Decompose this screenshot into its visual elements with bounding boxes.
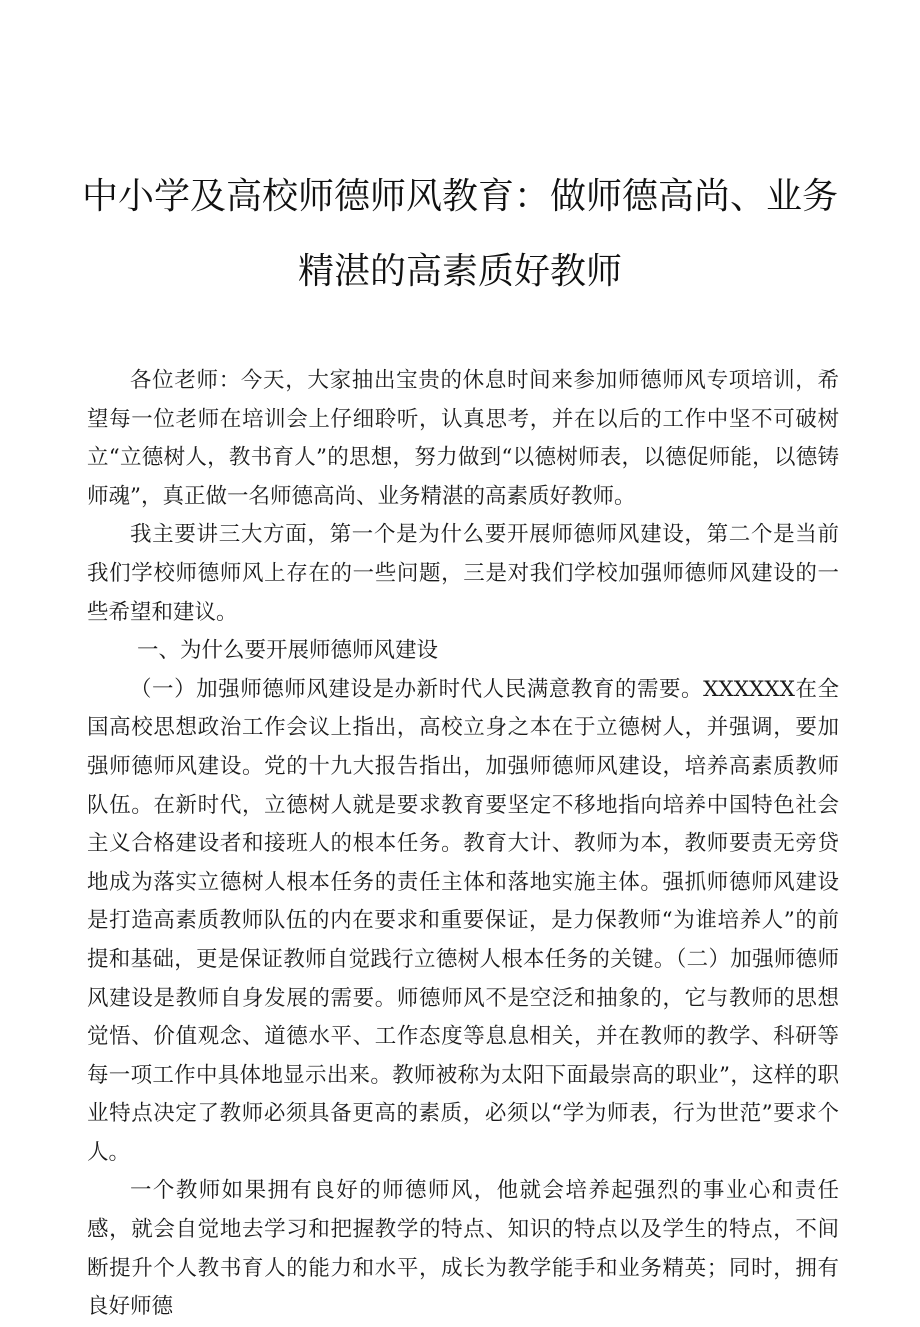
- section-heading-1: 一、为什么要开展师德师风建设: [137, 638, 439, 664]
- paragraph-outline: 我主要讲三大方面，第一个是为什么要开展师德师风建设，第二个是当前我们学校师德师风上存在的一些问题，三是对我们学校加强师德师风建设的一些希望和建议。: [87, 522, 839, 625]
- document-title-line-2: 精湛的高素质好教师: [297, 251, 622, 292]
- document-title-line-1: 中小学及高校师德师风教育：做师德高尚、业务: [81, 176, 838, 217]
- paragraph-section-1-continued: 一个教师如果拥有良好的师德师风，他就会培养起强烈的事业心和责任感，就会自觉地去学习和把握教学的特点、知识的特点以及学生的特点，不间断提升个人教书育人的能力和水平，成长为教学能手和业务精英；同时，拥有良好师德: [87, 1178, 839, 1320]
- paragraph-greeting: 各位老师：今天，大家抽出宝贵的休息时间来参加师德师风专项培训，希望每一位老师在培训会上仔细聆听，认真思考，并在以后的工作中坚不可破树立“立德树人，教书育人”的思想，努力做到“以德树师表，以德促师能，以德铸师魂”，真正做一名师德高尚、业务精湛的高素质好教师。: [87, 368, 839, 509]
- document-body: [87, 362, 839, 1327]
- paragraph-section-1: （一）加强师德师风建设是办新时代人民满意教育的需要。XXXXXX在全国高校思想政治工作会议上指出，高校立身之本在于立德树人，并强调，要加强师德师风建设。党的十九大报告指出，加强师德师风建设，培养高素质教师队伍。在新时代，立德树人就是要求教育要坚定不移地指向培养中国特色社会主义合格建设者和接班人的根本任务。教育大计、教师为本，教师要责无旁贷地成为落实立德树人根本任务的责任主体和落地实施主体。强抓师德师风建设是打造高素质教师队伍的内在要求和重要保证，是力保教师“为谁培养人”的前提和基础，更是保证教师自觉践行立德树人根本任务的关键。（二）加强师德师风建设是教师自身发展的需要。师德师风不是空泛和抽象的，它与教师的思想觉悟、价值观念、道德水平、工作态度等息息相关，并在教师的教学、科研等每一项工作中具体地显示出来。教师被称为太阳下面最崇高的职业”，这样的职业特点决定了教师必须具备更高的素质，必须以“学为师表，行为世范”要求个人。: [87, 676, 839, 1165]
